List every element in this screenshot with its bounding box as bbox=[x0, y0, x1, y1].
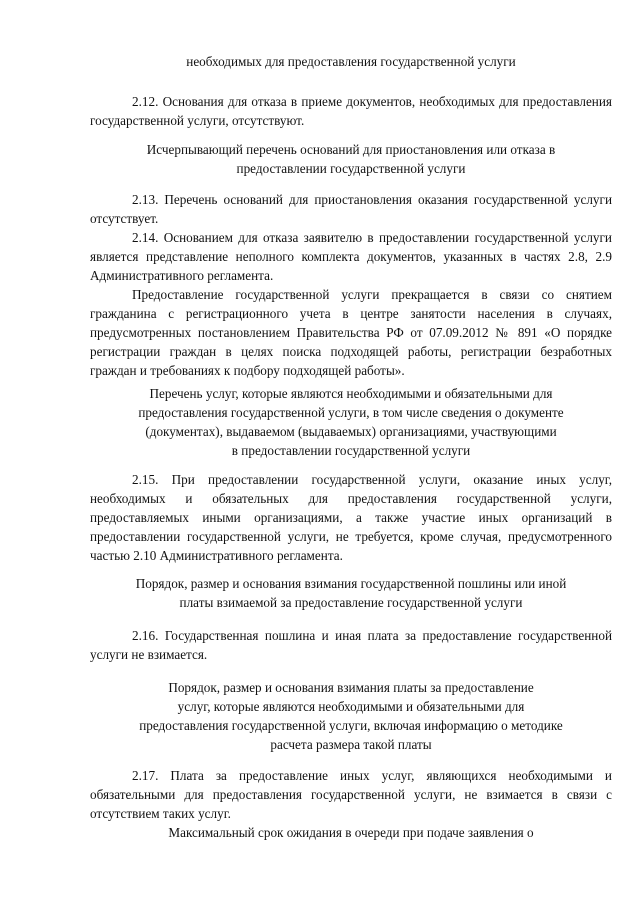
next-heading-line: Максимальный срок ожидания в очереди при подаче заявления о bbox=[168, 825, 534, 840]
heading-line: Исчерпывающий перечень оснований для приостановления или отказа в bbox=[146, 142, 556, 157]
paragraph-2-14: 2.14. Основанием для отказа заявителю в предоставлении государственной услуги является представление неполного комплекта документов, указанных в частях 2.8, 2.9 Административного регламента. bbox=[90, 230, 612, 283]
paragraph-termination: Предоставление государственной услуги прекращается в связи со снятием гражданина с регистрационного учета в центре занятости населения в случаях, предусмотренных постановлением Правительства РФ от 07.09.2012 № 891 «О порядке регистрации граждан в целях поиска подходящей работы, регистрации безработных граждан и требованиях к подбору подходящей работы». bbox=[90, 287, 612, 378]
heading-fee-calculation bbox=[90, 678, 612, 754]
heading-line: (документах), выдаваемом (выдаваемых) организациями, участвующими bbox=[145, 424, 557, 439]
heading-line: предоставления государственной услуги, включая информацию о методике bbox=[139, 718, 563, 733]
paragraph-2-16: 2.16. Государственная пошлина и иная плата за предоставление государственной услуги не взимается. bbox=[90, 628, 612, 662]
paragraph-2-12: 2.12. Основания для отказа в приеме документов, необходимых для предоставления государственной услуги, отсутствуют. bbox=[90, 94, 612, 128]
heading-line: услуг, которые являются необходимыми и обязательными для bbox=[177, 699, 525, 714]
heading-line: расчета размера такой платы bbox=[270, 737, 432, 752]
paragraph-2-13: 2.13. Перечень оснований для приостановления оказания государственной услуги отсутствует. bbox=[90, 192, 612, 226]
continued-heading-line: необходимых для предоставления государственной услуги bbox=[186, 54, 516, 69]
paragraph-2-15: 2.15. При предоставлении государственной услуги, оказание иных услуг, необходимых и обязательных для предоставления государственной услуги, предоставляемых иными организациями, а также участие иных организаций в предоставлении государственной услуги, не требуется, кроме случая, предусмотренного частью 2.10 Административного регламента. bbox=[90, 472, 612, 563]
heading-line: Порядок, размер и основания взимания платы за предоставление bbox=[168, 680, 534, 695]
heading-suspension-refusal bbox=[90, 140, 612, 178]
heading-state-fee bbox=[90, 574, 612, 612]
heading-line: платы взимаемой за предоставление государственной услуги bbox=[179, 595, 523, 610]
paragraph-2-17: 2.17. Плата за предоставление иных услуг, являющихся необходимыми и обязательными для предоставления государственной услуги, не взимается в связи с отсутствием таких услуг. bbox=[90, 768, 612, 821]
heading-line: в предоставлении государственной услуги bbox=[231, 443, 471, 458]
heading-line: предоставлении государственной услуги bbox=[236, 161, 466, 176]
heading-line: Порядок, размер и основания взимания государственной пошлины или иной bbox=[135, 576, 567, 591]
heading-required-services bbox=[90, 384, 612, 460]
heading-line: предоставления государственной услуги, в том числе сведения о документе bbox=[138, 405, 564, 420]
heading-line: Перечень услуг, которые являются необходимыми и обязательными для bbox=[149, 386, 553, 401]
